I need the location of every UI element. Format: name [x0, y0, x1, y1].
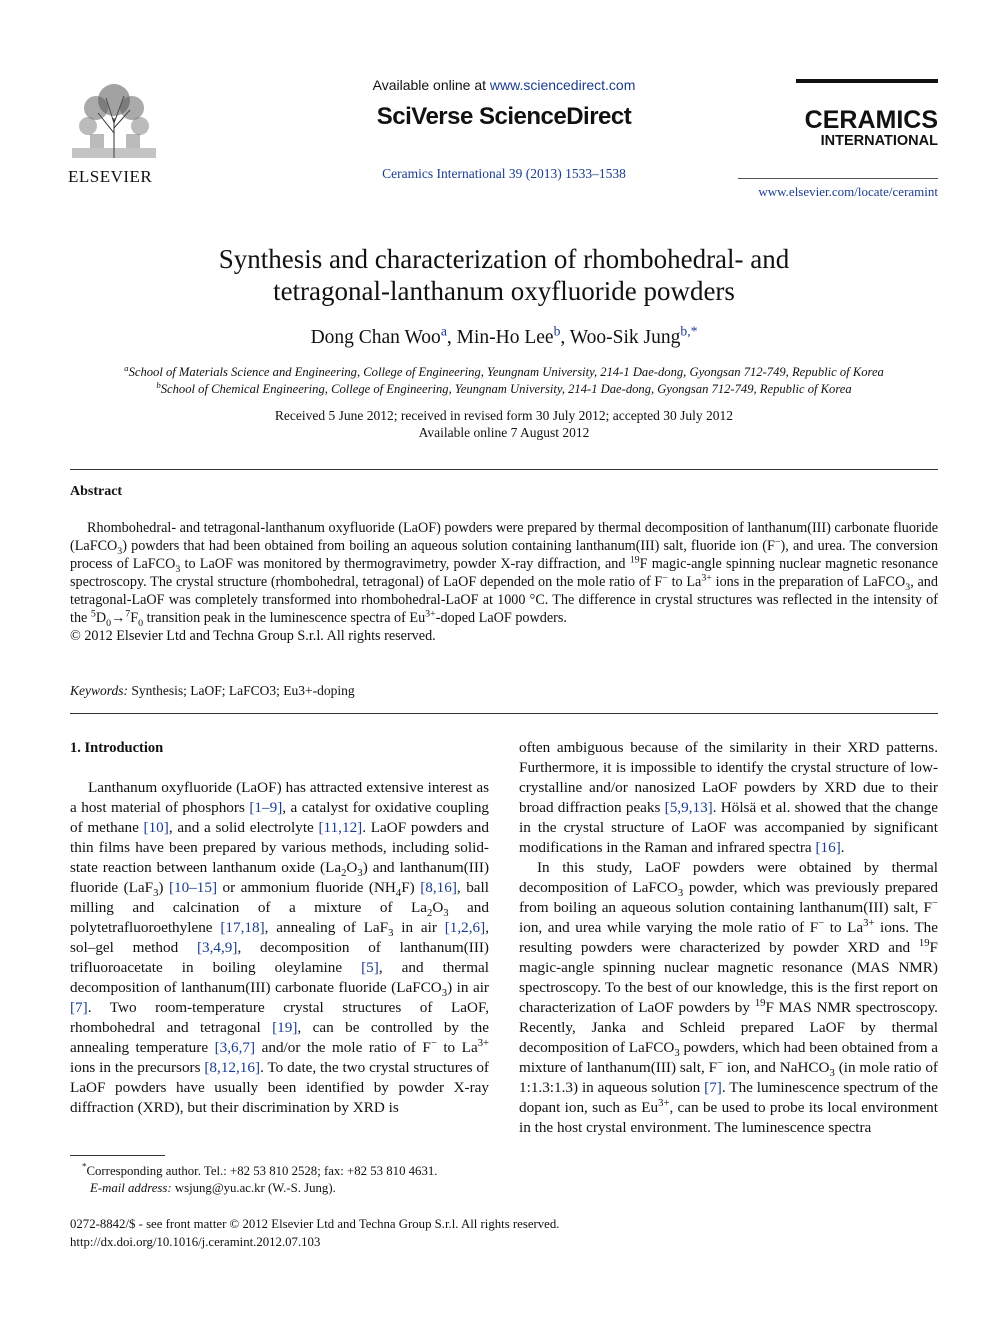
- copyright: © 2012 Elsevier Ltd and Techna Group S.r.l. All rights reserved.: [70, 628, 436, 644]
- page-footer: 0272-8842/$ - see front matter © 2012 Elsevier Ltd and Techna Group S.r.l. All rights reserved. http://dx.doi.org/10.1016/j.ceramint.2012.07.103: [70, 1215, 938, 1251]
- doi-link[interactable]: http://dx.doi.org/10.1016/j.ceramint.2012.07.103: [70, 1235, 321, 1249]
- abstract-body: Rhombohedral- and tetragonal-lanthanum oxyfluoride (LaOF) powders were prepared by thermal decomposition of lanthanum(III) carbonate fluoride (LaFCO$_3$) powders that had been obtained from boiling an aqueous solution containing lanthanum(III) salt, fluoride ion (F−), and urea. The conversion process of LaFCO$_3$ to LaOF was monitored by thermogravimetry, powder X-ray diffraction, and $^{19}$F magic-angle spinning nuclear magnetic resonance spectroscopy. The crystal structure (rhombohedral, tetragonal) of LaOF depended on the mole ratio of F− to $La^{3+}$ ions in the preparation of LaFCO$_3$, and tetragonal-LaOF was completely transformed into rhombohedral-LaOF at 1000 °C. The difference in crystal structures was reflected in the intensity of the $^5D_0\to^7F_0$ transition peak in the luminescence spectra of $Eu^{3+}$-doped LaOF powders. © 2012 Elsevier Ltd and Techna Group S.r.l. All rights reserved.: [70, 520, 938, 644]
- publisher-name: ELSEVIER: [68, 167, 153, 186]
- journal-url-link[interactable]: www.elsevier.com/locate/ceramint: [758, 184, 938, 199]
- divider: [70, 713, 938, 714]
- article-dates: Received 5 June 2012; received in revised form 30 July 2012; accepted 30 July 2012 Available online 7 August 2012: [274, 408, 734, 440]
- divider: [70, 469, 938, 470]
- email-link[interactable]: wsjung@yu.ac.kr (W.-S. Jung).: [174, 1181, 336, 1195]
- section-heading: 1. Introduction: [70, 740, 164, 756]
- sciencedirect-link[interactable]: www.sciencedirect.com: [489, 77, 636, 93]
- abstract-heading: Abstract: [70, 484, 123, 499]
- author: Min-Ho Lee$^b$,: [456, 323, 570, 348]
- affiliations: [60, 364, 948, 398]
- journal-title: CERAMICS INTERNATIONAL: [804, 106, 938, 149]
- affiliation: $^b$School of Chemical Engineering, College of Engineering, Yeungnam University, 214-1 Dae-dong, Gyongsan 712-749, Republic of Korea: [156, 379, 852, 396]
- article-title: Synthesis and characterization of rhombohedral- and tetragonal-lanthanum oxyfluoride powders: [218, 244, 790, 306]
- author: Dong Chan Woo$^a$,: [310, 323, 457, 348]
- journal-rule-top: [796, 79, 938, 83]
- footnote-rule: [70, 1155, 165, 1156]
- citation[interactable]: Ceramics International 39 (2013) 1533–1538: [382, 166, 626, 181]
- affiliation: $^a$School of Materials Science and Engineering, College of Engineering, Yeungnam University, 214-1 Dae-dong, Gyongsan 712-749, Republic of Korea: [124, 362, 884, 379]
- footnote: *Corresponding author. Tel.: +82 53 810 2528; fax: +82 53 810 4631. E-mail address: wsjung@yu.ac.kr (W.-S. Jung).: [82, 1161, 438, 1195]
- journal-rule-bottom: [738, 178, 938, 179]
- available-online: Available online at www.sciencedirect.com: [372, 77, 636, 93]
- elsevier-tree-icon: [68, 78, 160, 160]
- left-column: 1. Introduction Lanthanum oxyfluoride (LaOF) has attracted extensive interest as a host material of phosphors [1–9], a catalyst for oxidative coupling of methane [10], and a solid electrolyte [11,12]. LaOF powders and thin films have been prepared by various methods, including solid-state reaction between lanthanum oxide $(La_2O_3)$ and lanthanum(III) fluoride (LaF$_3$) [10–15] or ammonium fluoride $(NH_4F)$ [8,16], ball milling and calcination of a mixture of $La_2O_3$ and polytetrafluoroethylene [17,18], annealing of LaF$_3$ in air [1,2,6], sol–gel method [3,4,9], decomposition of lanthanum(III) trifluoroacetate in boiling oleylamine [5], and thermal decomposition of lanthanum(III) carbonate fluoride (LaFCO$_3$) in air [7]. Two room-temperature crystal structures of LaOF, rhombohedral and tetragonal [19], can be controlled by the annealing temperature [3,6,7] and/or the mole ratio of F− to $La^{3+}$ ions in the precursors [8,12,16]. To date, the two crystal structures of LaOF powders have usually been identified by powder X-ray diffraction (XRD), but their discrimination by XRD is: [70, 740, 490, 1116]
- platform-name: SciVerse ScienceDirect: [376, 103, 632, 130]
- author-list: [70, 323, 938, 349]
- keywords: Keywords: Synthesis; LaOF; LaFCO3; Eu3+-doping: [70, 683, 355, 698]
- author: Woo-Sik Jung$^{b,*}$: [569, 323, 698, 348]
- right-column: often ambiguous because of the similarity in their XRD patterns. Furthermore, it is impossible to identify the crystal structure of low-crystalline and/or nanosized LaOF powders by XRD due to their broad diffraction peaks [5,9,13]. Hölsä et al. showed that the change in the crystal structure of LaOF was accompanied by significant modifications in the Raman and infrared spectra [16]. In this study, LaOF powders were obtained by thermal decomposition of LaFCO$_3$ powder, which was previously prepared from boiling an aqueous solution containing lanthanum(III) salt, F− ion, and urea while varying the mole ratio of F− to $La^{3+}$ ions. The resulting powders were characterized by powder XRD and $^{19}$F magic-angle spinning nuclear magnetic resonance (MAS NMR) spectroscopy. To the best of our knowledge, this is the first report on characterization of LaOF powders by $^{19}$F MAS NMR spectroscopy. Recently, Janka and Schleid prepared LaOF by thermal decomposition of LaFCO$_3$ powders, which had been obtained from a mixture of lanthanum(III) salt, F− ion, and NaHCO$_3$ (in mole ratio of 1:1.3:1.3) in aqueous solution [7]. The luminescence spectrum of the dopant ion, such as $Eu^{3+}$, can be used to probe its local environment in the host crystal environment. The luminescence spectra: [519, 739, 939, 1136]
- elsevier-logo: [68, 78, 160, 186]
